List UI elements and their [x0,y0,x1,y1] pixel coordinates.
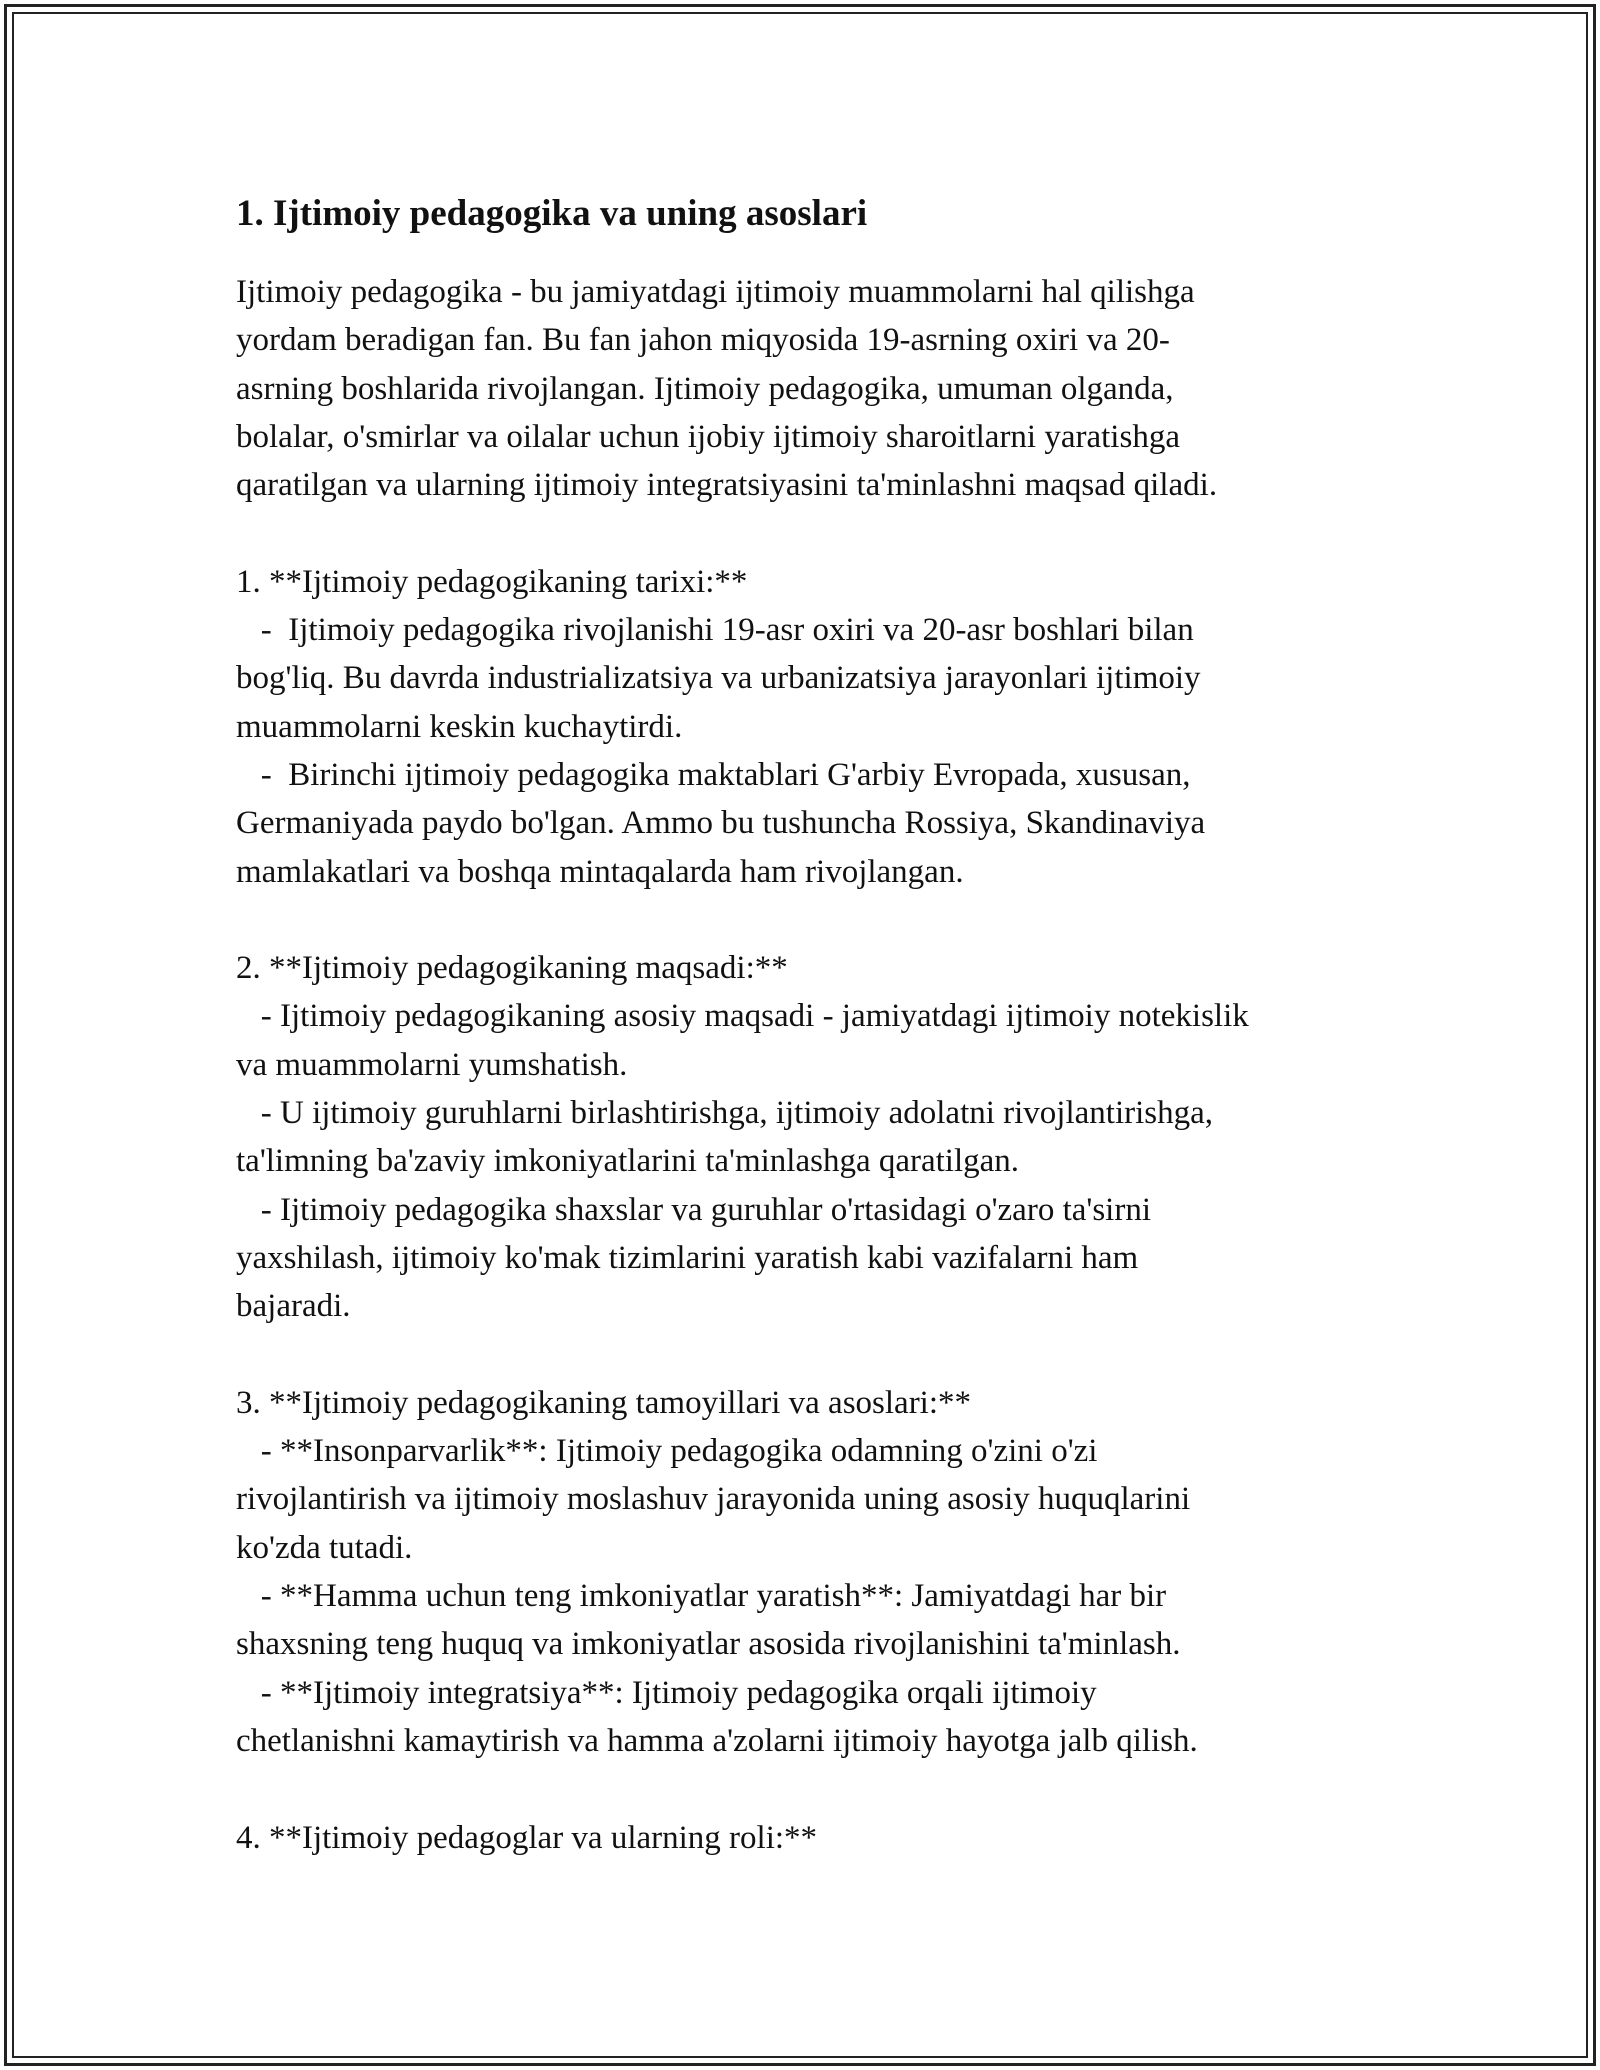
text-line: - U ijtimoiy guruhlarni birlashtirishga, ijtimoiy adolatni rivojlantirishga, [236,1095,1214,1132]
text-line: - Ijtimoiy pedagogikaning asosiy maqsadi - jamiyatdagi ijtimoiy notekislik [236,998,1249,1035]
blank-line [236,1331,1376,1379]
document-text [236,268,1376,1862]
text-line: - Ijtimoiy pedagogika shaxslar va guruhlar o'rtasidagi o'zaro ta'sirni [236,1191,1151,1228]
text-line: yordam beradigan fan. Bu fan jahon miqyosida 19-asrning oxiri va 20- [236,322,1170,359]
text-line: ta'limning ba'zaviy imkoniyatlarini ta'minlashga qaratilgan. [236,1143,1020,1180]
text-line: bolalar, o'smirlar va oilalar uchun ijobiy ijtimoiy sharoitlarni yaratishga [236,418,1180,455]
text-line: 2. **Ijtimoiy pedagogikaning maqsadi:** [236,950,788,987]
text-line: 3. **Ijtimoiy pedagogikaning tamoyillari va asoslari:** [236,1384,972,1421]
document-title: 1. Ijtimoiy pedagogika va uning asoslari [236,193,868,234]
text-line: ko'zda tutadi. [236,1529,413,1566]
text-line: muammolarni keskin kuchaytirdi. [236,708,683,745]
text-line: 4. **Ijtimoiy pedagoglar va ularning roli:** [236,1819,818,1856]
blank-line [236,509,1376,557]
text-line: - Ijtimoiy pedagogika rivojlanishi 19-asr oxiri va 20-asr boshlari bilan [236,612,1194,649]
text-line: qaratilgan va ularning ijtimoiy integratsiyasini ta'minlashni maqsad qiladi. [236,467,1218,504]
text-line: - **Ijtimoiy integratsiya**: Ijtimoiy pedagogika orqali ijtimoiy [236,1674,1097,1711]
text-line: bog'liq. Bu davrda industrializatsiya va urbanizatsiya jarayonlari ijtimoiy [236,660,1201,697]
text-line: Ijtimoiy pedagogika - bu jamiyatdagi ijtimoiy muammolarni hal qilishga [236,274,1195,310]
text-line: yaxshilash, ijtimoiy ko'mak tizimlarini yaratish kabi vazifalarni ham [236,1239,1139,1276]
document-body [236,188,1376,1862]
text-line: - **Insonparvarlik**: Ijtimoiy pedagogika odamning o'zini o'zi [236,1433,1098,1470]
text-line: shaxsning teng huquq va imkoniyatlar asosida rivojlanishini ta'minlash. [236,1626,1181,1663]
blank-line [236,1765,1376,1813]
text-line: - **Hamma uchun teng imkoniyatlar yaratish**: Jamiyatdagi har bir [236,1578,1167,1615]
text-line: mamlakatlari va boshqa mintaqalarda ham rivojlangan. [236,853,964,890]
text-line: va muammolarni yumshatish. [236,1046,628,1083]
blank-line [236,896,1376,944]
text-line: chetlanishni kamaytirish va hamma a'zolarni ijtimoiy hayotga jalb qilish. [236,1722,1198,1759]
text-line: asrning boshlarida rivojlangan. Ijtimoiy pedagogika, umuman olganda, [236,370,1174,407]
text-line: Germaniyada paydo bo'lgan. Ammo bu tushuncha Rossiya, Skandinaviya [236,805,1206,842]
text-line: rivojlantirish va ijtimoiy moslashuv jarayonida uning asosiy huquqlarini [236,1481,1191,1518]
text-line: 1. **Ijtimoiy pedagogikaning tarixi:** [236,563,748,600]
text-line: - Birinchi ijtimoiy pedagogika maktablari G'arbiy Evropada, xususan, [236,756,1191,793]
text-line: bajaradi. [236,1288,351,1325]
